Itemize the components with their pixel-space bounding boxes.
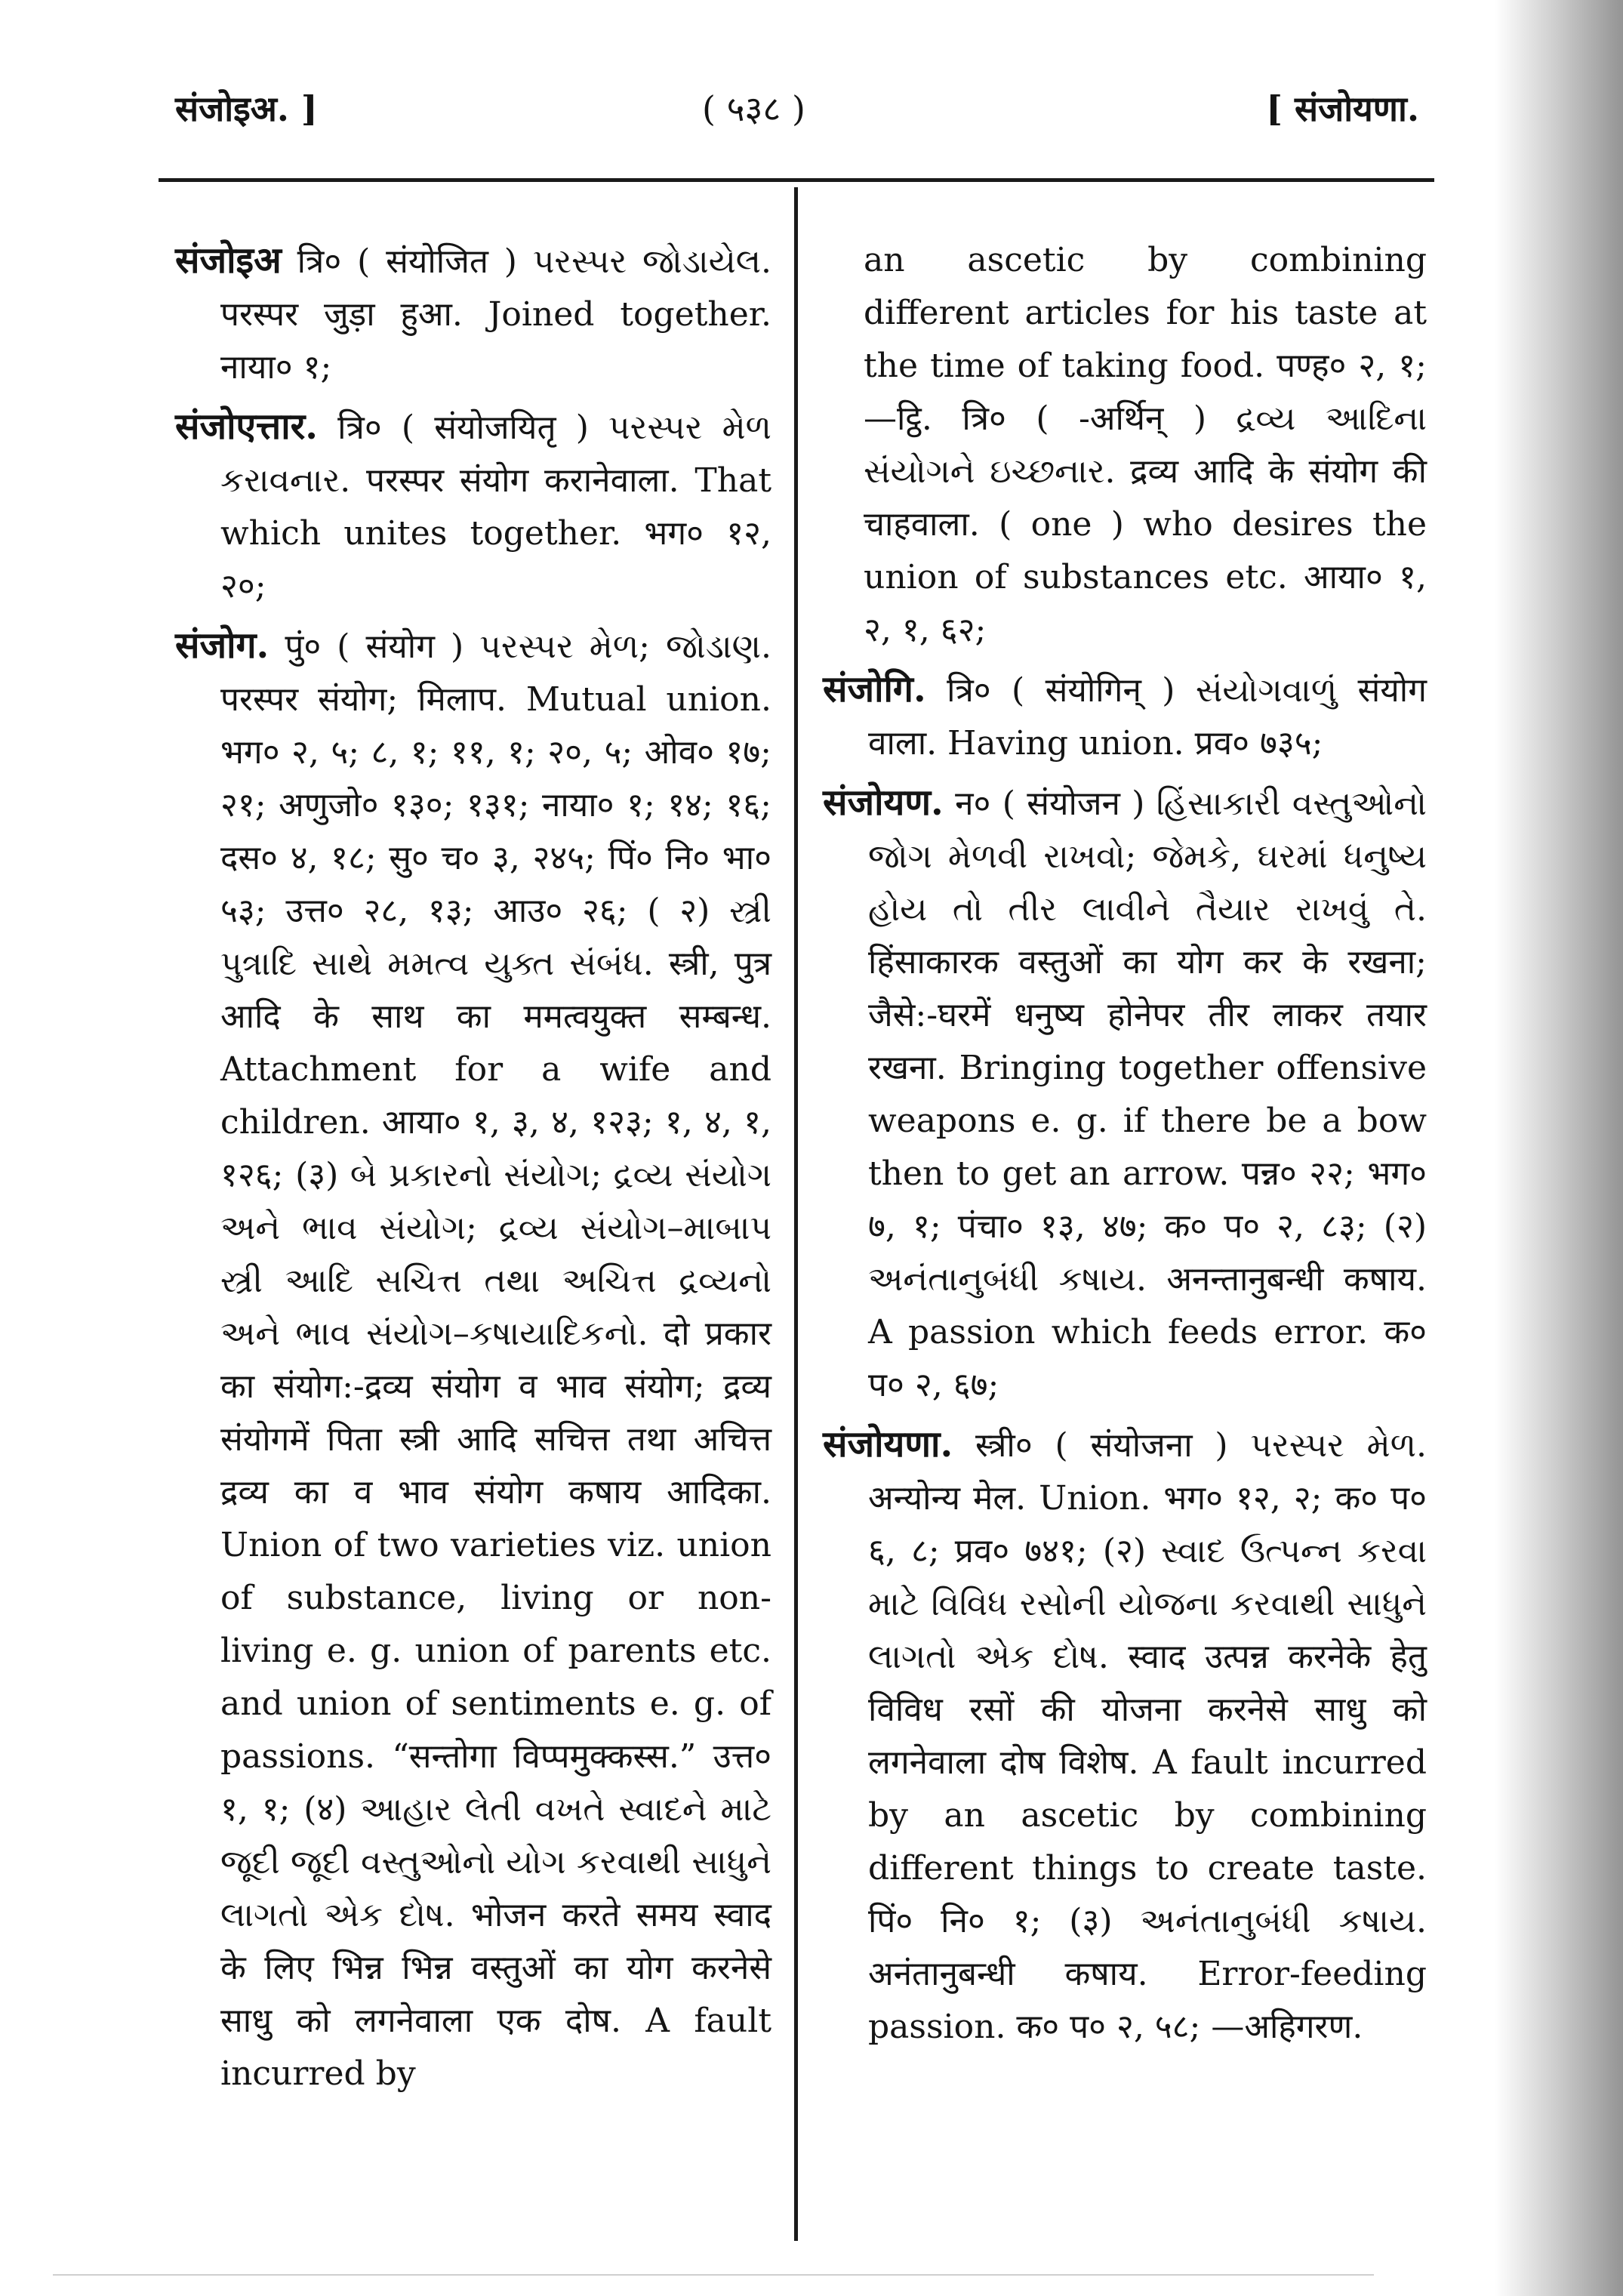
entry-body: an ascetic by combining different articles for his taste at the time of taking food. पण्ह० २, १; —ट्ठि. त्रि० ( -अर्थिन् ) દ્રવ્ય આદિના સંયોગને ઇચ્છનાર. द्रव्य आदि के संयोग की चाहवाला. ( one ) who desires the union of substances etc. आया० १, २, १, ६२; [864, 241, 1427, 649]
dictionary-entry-continued [823, 234, 1427, 657]
entry-body: त्रि० ( संयोजित ) પરસ્પર જોડાયેલ. परस्पर जुड़ा हुआ. Joined together. नाया० १; [220, 242, 771, 387]
column-divider [794, 187, 798, 2241]
dictionary-entry [175, 400, 771, 613]
entry-body: त्रि० ( संयोजयितृ ) પરસ્પર મેળ કરાવનાર. परस्पर संयोग करानेवाला. That which unites together. भग० १२, २०; [220, 408, 771, 606]
dictionary-entry [175, 619, 771, 2100]
entry-headword: संजोयणा. [823, 1423, 953, 1465]
entry-headword: संजोयण. [823, 781, 944, 824]
scan-edge-shadow [1495, 0, 1623, 2296]
entry-headword: संजोएत्तार. [175, 405, 318, 448]
entry-headword: संजोइअ [175, 239, 282, 282]
dictionary-entry [823, 776, 1427, 1412]
entry-body: त्रि० ( संयोगिन् ) સંયોગવાળું संयोग वाला. Having union. प्रव० ७३५; [868, 671, 1427, 763]
entry-headword: संजोगि. [823, 668, 926, 710]
entry-body: न० ( संयोजन ) હિંસાકારી વસ્તુઓનો જોગ મેળવી રાખવો; જેમકે, ઘરમાં ધનુષ્ય હોય તો તીર લાવીને તૈયાર રાખવું તે. हिंसाकारक वस्तुओं का योग कर के रखना; जैसे:-घरमें धनुष्य होनेपर तीर लाकर तयार रखना. Bringing together offensive weapons e. g. if there be a bow then to get an arrow. पन्न० २२; भग० ७, १; पंचा० १३, ४७; क० प० २, ८३; (२) અનંતાનુબંધી કષાય. अनन्तानुबन्धी कषाय. A passion which feeds error. क० प० २, ६७; [868, 784, 1427, 1404]
dictionary-entry [823, 1418, 1427, 2054]
footer-rule [53, 2274, 1374, 2276]
entry-body: पुं० ( संयोग ) પરસ્પર મેળ; જોડાણ. परस्पर संयोग; मिलाप. Mutual union. भग० २, ५; ८, १; ११, १; २०, ५; ओव० १७; २१; अणुजो० १३०; १३१; नाया० १; १४; १६; दस० ४, १८; सु० च० ३, २४५; पिं० नि० भा० ५३; उत्त० २८, १३; आउ० २६; ( २) સ્ત્રી પુત્રાદિ સાથે મમત્વ યુક્ત સંબંધ. स्त्री, पुत्र आदि के साथ का ममत्वयुक्त सम्बन्ध. Attachment for a wife and children. आया० १, ३, ४, १२३; १, ४, १, १२६; (३) બે પ્રકારનો સંયોગ; દ્રવ્ય સંયોગ અને ભાવ સંયોગ; દ્રવ્ય સંયોગ–માબાપ સ્ત્રી આદિ સચિત્ત તથા અચિત્ત દ્રવ્યનો અને ભાવ સંયોગ–કષાયાદિકનો. दो प्रकार का संयोग:-द्रव्य संयोग व भाव संयोग; द्रव्य संयोगमें पिता स्त्री आदि सचित्त तथा अचित्त द्रव्य का व भाव संयोग कषाय आदिका. Union of two varieties viz. union of substance, living or non-living e. g. union of parents etc. and union of sentiments e. g. of passions. “सन्तोगा विप्पमुक्कस्स.” उत्त० १, १; (४) આહાર લેતી વખતે સ્વાદને માટે જૂદી જૂદી વસ્તુઓનો યોગ કરવાથી સાધુને લાગતો એક દોષ. भोजन करते समय स्वाद के लिए भिन्न भिन्न वस्तुओं का योग करनेसे साधु को लगनेवाला एक दोष. A fault incurred by [220, 627, 771, 2093]
entry-body: स्त्री० ( संयोजना ) પરસ્પર મેળ. अन्योन्य मेल. Union. भग० १२, २; क० प० ६, ८; प्रव० ७४१; (२) સ્વાદ ઉત્પન્ન કરવા માટે વિવિધ રસોની યોજના કરવાથી સાધુને લાગતો એક દોષ. स्वाद उत्पन्न करनेके हेतु विविध रसों की योजना करनेसे साधु को लगनेवाला दोष विशेष. A fault incurred by an ascetic by combining different things to create taste. पिं० नि० १; (३) અનંતાનુબંધી કષાય. अनंतानुबन्धी कषाय. Error-feeding passion. क० प० २, ५८; —अहिगरण. [868, 1426, 1427, 2046]
header-rule [159, 178, 1434, 182]
entry-headword: संजोग. [175, 624, 269, 667]
header-left-guideword: संजोइअ. ] [175, 88, 318, 129]
dictionary-entry [823, 663, 1427, 770]
page-number: ( ५३८ ) [702, 88, 805, 129]
dictionary-entry [175, 234, 771, 394]
header-right-guideword: [ संजोयणा. [1266, 88, 1419, 129]
left-column [175, 234, 771, 2106]
right-column [823, 234, 1427, 2060]
